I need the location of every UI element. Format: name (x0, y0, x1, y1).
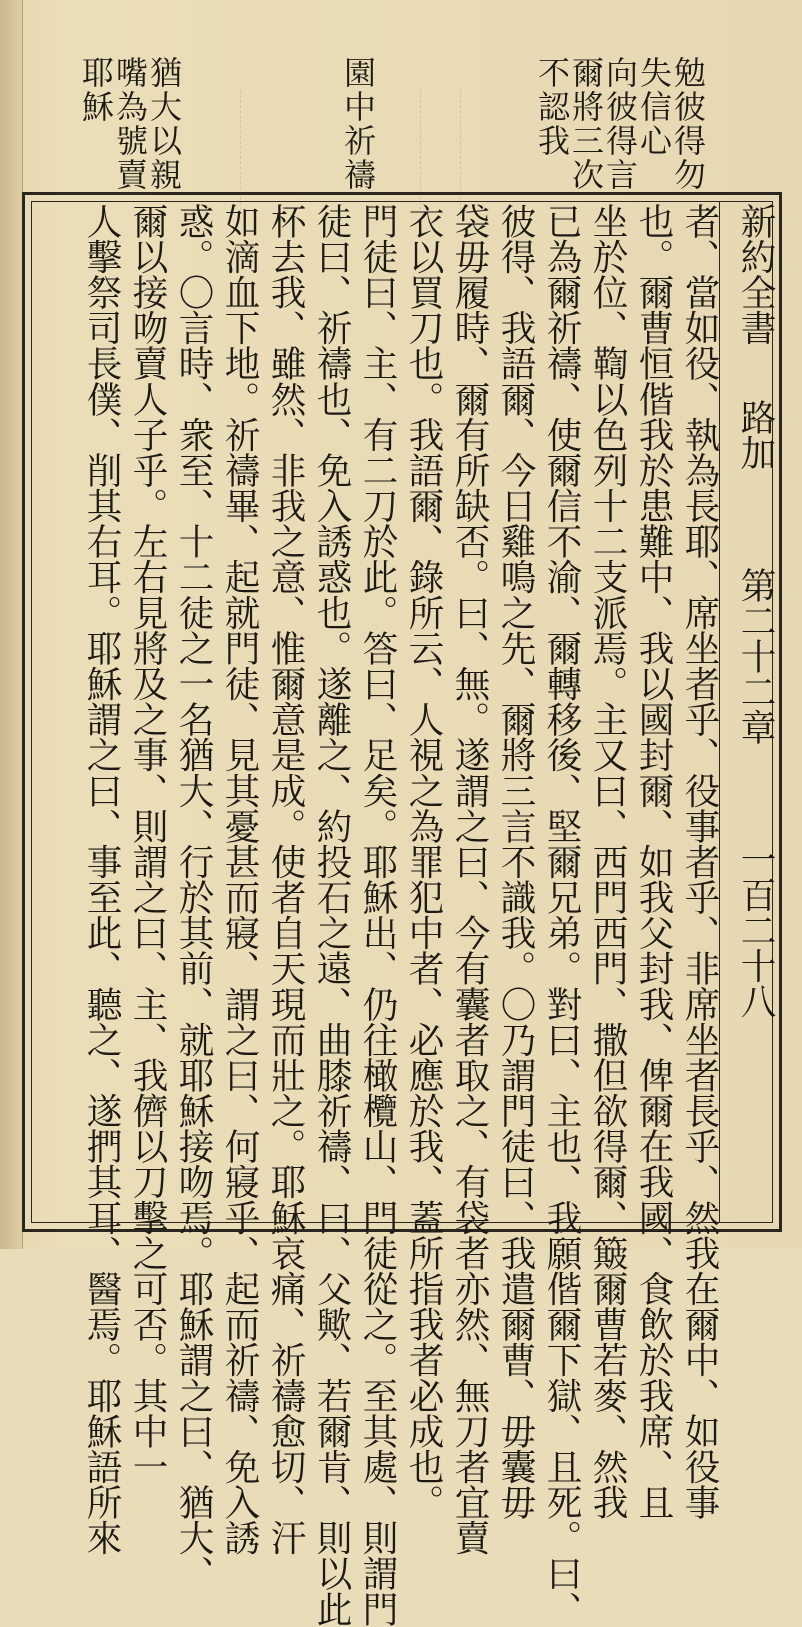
margin-note-line: 勉彼得勿 (669, 56, 707, 192)
text-column: 者、當如役、執為長耶、席坐者乎、役事者乎、非席坐者長乎、然我在爾中、如役事 (679, 203, 720, 1520)
margin-note-line: 不認我 (533, 56, 571, 158)
text-frame (22, 192, 782, 1627)
text-column: 已為爾祈禱、使爾信不渝、爾轉移後、堅爾兄弟。對曰、主也、我願偕爾下獄、且死。曰、 (541, 203, 582, 1627)
book-title: 新約全書 (735, 203, 776, 346)
text-column: 彼得、我語爾、今日雞鳴之先、爾將三言不識我。〇乃謂門徒曰、我遣爾曹、毋囊毋 (495, 203, 536, 1520)
chapter-label: 第二十二章 (735, 566, 776, 745)
book-gutter (0, 0, 23, 1249)
margin-note-line: 嘴為號賣 (111, 56, 149, 192)
text-column: 爾以接吻賣人子乎。左右見將及之事、則謂之曰、主、我儕以刀擊之可否。其中一 (127, 203, 168, 1485)
text-column: 杯去我、雖然、非我之意、惟爾意是成。使者自天現而壯之。耶穌哀痛、祈禱愈切、汗 (265, 203, 306, 1556)
margin-note-line: 耶穌 (77, 56, 115, 124)
margin-note-line: 猶大以親 (145, 56, 183, 192)
running-header (723, 203, 776, 1223)
text-column: 門徒曰、主、有二刀於此。答曰、足矣。耶穌出、仍往橄欖山、門徒從之。至其處、則謂門 (357, 203, 398, 1627)
text-column: 袋毋履時、爾有所缺否。曰、無。遂謂之曰、今有囊者取之、有袋者亦然、無刀者宜賣 (449, 203, 490, 1556)
text-column: 人擊祭司長僕、削其右耳。耶穌謂之曰、事至此、聽之、遂捫其耳、醫焉。耶穌語所來 (81, 203, 122, 1556)
book-name: 路加 (735, 399, 776, 471)
text-column: 徒曰、祈禱也、免入誘惑也。遂離之、約投石之遠、曲膝祈禱、曰、父歟、若爾肯、則以此 (311, 203, 352, 1627)
text-column: 也。爾曹恒偕我於患難中、我以國封爾、如我父封我、俾爾在我國、食飲於我席、且 (633, 203, 674, 1520)
margin-note-line: 失信心 (635, 56, 673, 158)
text-column: 惑。〇言時、衆至、十二徒之一名猶大、行於其前、就耶穌接吻焉。耶穌謂之曰、猶大、 (173, 203, 214, 1592)
margin-note-line: 園中祈禱 (339, 56, 377, 192)
text-column: 坐於位、鞫以色列十二支派焉。主又曰、西門西門、撒但欲得爾、簸爾曹若麥、然我 (587, 203, 628, 1520)
page-number: 一百二十八 (735, 840, 776, 1019)
text-column: 如滴血下地。祈禱畢、起就門徒、見其憂甚而寢、謂之曰、何寢乎、起而祈禱、免入誘 (219, 203, 260, 1556)
margin-notes (40, 40, 770, 190)
margin-note-line: 爾將三次 (567, 56, 605, 192)
margin-note-line: 向彼得言 (601, 56, 639, 192)
text-column: 衣以買刀也。我語爾、錄所云、人視之為罪犯中者、必應於我、蓋所指我者必成也。 (403, 203, 444, 1520)
